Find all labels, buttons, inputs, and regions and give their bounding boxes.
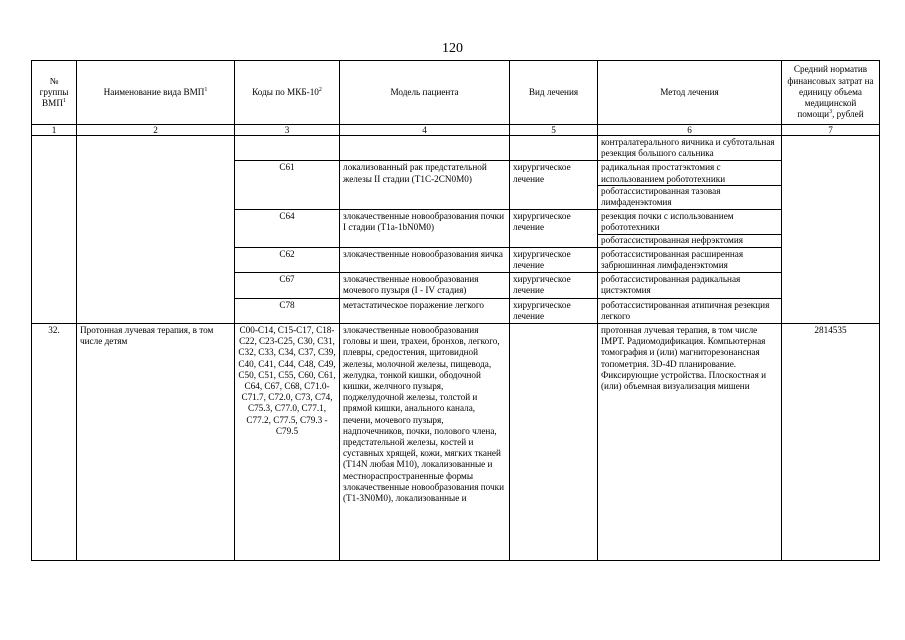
icd-codes-cell: C00-C14, C15-C17, C18-C22, C23-C25, C30, C31, C32, C33, C34, C37, C39, C40, C41, C44, C48, C49, C50, C51, C55, C60, C61, C64, C67, C68, C71.0-C71.7, C72.0, C73, C74, C75.3, C77.0, C77.1, C77.2, C77.5, C79.3 - C79.5 xyxy=(235,324,340,561)
patient-model-cell: злокачественные новообразования головы и шеи, трахеи, бронхов, легкого, плевры, средостения, щитовидной железы, молочной железы, пищевода, желудка, тонкой кишки, ободочной кишки, желчного пузыря, поджелудочной железы, толстой и прямой кишки, анального канала, печени, мочевого пузыря, надпочечников, почки, полового члена, предстательной железы, костей и суставных хрящей, кожи, мягких тканей (T14N любая M10), локализованные и местнораспространенные формы злокачественные новообразования почки (T1-3N0M0), локализованные и xyxy=(340,324,510,561)
header-vmp-name: Наименование вида ВМП$^1$ xyxy=(77,61,235,125)
header-treatment-type: Вид лечения xyxy=(510,61,598,125)
header-patient-model: Модель пациента xyxy=(340,61,510,125)
column-number: 1 xyxy=(32,125,77,136)
treatment-type-cell: хирургическое лечение xyxy=(510,161,598,210)
cost-cell: 2814535 xyxy=(782,324,880,561)
treatment-method-cell: протонная лучевая терапия, в том числе IMPT. Радиомодификация. Компьютерная томография и (или) магниторезонансная топометрия. 3D-4D планирование. Фиксирующие устройства. Плоскостная и (или) объемная визуализация мишени xyxy=(598,324,782,561)
header-group-number: № группы ВМП$^1$ xyxy=(32,61,77,125)
column-number: 4 xyxy=(340,125,510,136)
treatment-method-cell xyxy=(598,161,782,210)
patient-model-cell: злокачественные новообразования почки I стадии (T1a-1bN0M0) xyxy=(340,210,510,248)
model-cell-empty xyxy=(340,136,510,161)
cost-cell-empty xyxy=(782,136,880,324)
column-number: 2 xyxy=(77,125,235,136)
header-icd-codes: Коды по МКБ-$10^2$ xyxy=(235,61,340,125)
treatment-type-cell: хирургическое лечение xyxy=(510,210,598,248)
method-item: роботассистированная тазовая лимфаденэктомия xyxy=(598,185,781,208)
group-number-cell-empty xyxy=(32,136,77,324)
column-number: 5 xyxy=(510,125,598,136)
icd-code-cell: C67 xyxy=(235,273,340,298)
column-number: 6 xyxy=(598,125,782,136)
patient-model-cell: метастатическое поражение легкого xyxy=(340,298,510,323)
header-cost-norm: Средний норматив финансовых затрат на единицу объема медицинской помощи$^3$, рублей xyxy=(782,61,880,125)
icd-code-cell: C64 xyxy=(235,210,340,248)
method-cell: контралатерального яичника и субтотальная резекция большого сальника xyxy=(598,136,782,161)
column-number: 7 xyxy=(782,125,880,136)
method-item: роботассистированная нефрэктомия xyxy=(598,234,781,246)
icd-code-cell: C78 xyxy=(235,298,340,323)
vmp-name-cell: Протонная лучевая терапия, в том числе детям xyxy=(77,324,235,561)
patient-model-cell: локализованный рак предстательной железы II стадии (T1C-2CN0M0) xyxy=(340,161,510,210)
table-row xyxy=(32,136,880,161)
vmp-name-cell-empty xyxy=(77,136,235,324)
code-cell-empty xyxy=(235,136,340,161)
treatment-type-cell xyxy=(510,324,598,561)
treatment-type-cell: хирургическое лечение xyxy=(510,298,598,323)
treatment-method-cell: роботассистированная расширенная забрюшинная лимфаденэктомия xyxy=(598,247,782,272)
treatment-type-cell: хирургическое лечение xyxy=(510,273,598,298)
icd-code-cell: C62 xyxy=(235,247,340,272)
treatment-method-cell xyxy=(598,210,782,248)
table-row-group-32 xyxy=(32,324,880,561)
header-row xyxy=(32,61,880,125)
patient-model-cell: злокачественные новообразования мочевого пузыря (I - IV стадия) xyxy=(340,273,510,298)
patient-model-cell: злокачественные новообразования яичка xyxy=(340,247,510,272)
treatment-type-cell: хирургическое лечение xyxy=(510,247,598,272)
icd-code-cell: C61 xyxy=(235,161,340,210)
treatment-method-cell: роботассистированная атипичная резекция легкого xyxy=(598,298,782,323)
method-item: радикальная простатэктомия с использованием робототехники xyxy=(601,162,726,184)
column-number-row xyxy=(32,125,880,136)
treatment-method-cell: роботассистированная радикальная цистэктомия xyxy=(598,273,782,298)
column-number: 3 xyxy=(235,125,340,136)
group-number-cell: 32. xyxy=(32,324,77,561)
vmp-table xyxy=(31,60,880,561)
method-item: резекция почки с использованием робототехники xyxy=(601,211,734,233)
treatment-cell-empty xyxy=(510,136,598,161)
header-treatment-method: Метод лечения xyxy=(598,61,782,125)
page-number: 120 xyxy=(442,41,463,56)
